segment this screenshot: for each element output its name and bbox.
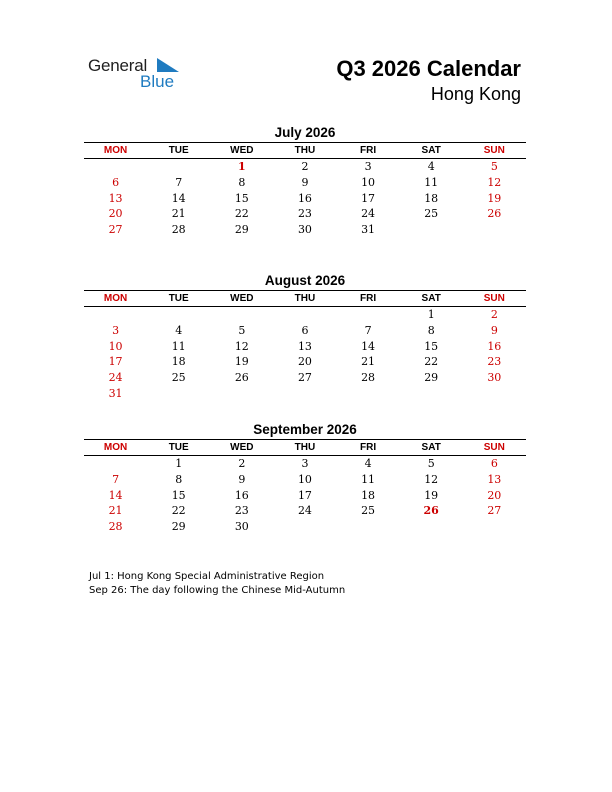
day-cell: 14: [108, 488, 123, 502]
day-cell: 23: [234, 504, 249, 518]
weekday-header-tue: TUE: [168, 293, 189, 304]
day-cell: 22: [424, 355, 439, 369]
day-cell: [84, 159, 147, 175]
day-cell: 7: [364, 323, 372, 337]
day-cell: 24: [297, 504, 312, 518]
month-block-september: [84, 421, 526, 535]
day-cell: 20: [487, 488, 502, 502]
weekday-header-sat: SAT: [421, 293, 441, 304]
weekday-header-wed: WED: [230, 145, 254, 156]
day-cell: [147, 386, 210, 402]
day-cell: 26: [234, 371, 249, 385]
day-cell: 24: [108, 371, 123, 385]
month-block-july: [84, 124, 526, 238]
day-cell: 29: [171, 520, 186, 534]
week-row: [84, 159, 526, 175]
day-cell: 21: [171, 207, 186, 221]
day-cell: 15: [234, 191, 249, 205]
day-cell: [84, 456, 147, 472]
day-cell: [273, 307, 336, 323]
weekday-header-sun: SUN: [483, 145, 505, 156]
week-row: [84, 472, 526, 488]
day-cell: 12: [487, 175, 502, 189]
day-cell: 19: [424, 488, 439, 502]
day-cell: 17: [361, 191, 376, 205]
weekday-header-mon: MON: [103, 145, 128, 156]
day-cell: 25: [171, 371, 186, 385]
weekday-header-tue: TUE: [168, 442, 189, 453]
holiday-note: Jul 1: Hong Kong Special Administrative Region: [89, 571, 325, 582]
day-cell: 28: [108, 520, 123, 534]
day-cell: 20: [297, 355, 312, 369]
day-cell: 5: [427, 457, 435, 470]
day-cell: 10: [297, 472, 312, 486]
weekday-header-row: [84, 290, 526, 307]
general-blue-logo: [88, 56, 188, 96]
day-cell: 21: [361, 355, 376, 369]
day-cell: 3: [301, 457, 309, 470]
day-cell: [210, 386, 273, 402]
day-cell: 26: [423, 504, 439, 518]
day-cell: [400, 386, 463, 402]
day-cell: 11: [424, 175, 439, 189]
day-cell: 13: [108, 191, 123, 205]
day-cell: 13: [297, 339, 312, 353]
page-title: Q3 2026 Calendar: [336, 56, 521, 81]
week-row: [84, 307, 526, 323]
day-cell: 31: [361, 223, 376, 237]
day-cell: 27: [487, 504, 502, 518]
day-cell: [463, 386, 526, 402]
weekday-header-thu: THU: [294, 293, 316, 304]
day-cell: 4: [175, 323, 183, 337]
day-cell: 2: [238, 457, 246, 470]
day-cell: 28: [361, 371, 376, 385]
day-cell: 10: [361, 175, 376, 189]
weekday-header-mon: MON: [103, 293, 128, 304]
month-title: July 2026: [274, 125, 336, 140]
day-cell: 25: [424, 207, 439, 221]
logo-blue-text: Blue: [140, 72, 175, 91]
day-cell: 2: [301, 160, 309, 173]
day-cell: 17: [297, 488, 312, 502]
day-cell: [84, 307, 147, 323]
day-cell: 14: [171, 191, 186, 205]
day-cell: 9: [301, 175, 309, 189]
day-cell: 8: [175, 472, 183, 486]
day-cell: 3: [364, 160, 372, 173]
day-cell: 6: [490, 457, 498, 470]
day-cell: 14: [361, 339, 376, 353]
day-cell: [147, 307, 210, 323]
day-cell: [463, 519, 526, 535]
day-cell: 19: [234, 355, 249, 369]
weekday-header-row: [84, 439, 526, 456]
day-cell: 27: [108, 223, 123, 237]
logo-general-text: General: [88, 56, 148, 75]
day-cell: 18: [171, 355, 186, 369]
month-title: September 2026: [253, 422, 357, 437]
day-cell: 22: [171, 504, 186, 518]
day-cell: [273, 386, 336, 402]
month-title: August 2026: [264, 273, 346, 288]
week-row: [84, 339, 526, 355]
day-cell: [400, 519, 463, 535]
week-row: [84, 370, 526, 386]
day-cell: 25: [361, 504, 376, 518]
day-cell: 1: [175, 457, 183, 470]
day-cell: 1: [427, 308, 435, 321]
day-cell: 26: [487, 207, 502, 221]
day-cell: 29: [424, 371, 439, 385]
day-cell: 1: [237, 160, 246, 173]
day-cell: 15: [171, 488, 186, 502]
day-cell: 19: [487, 191, 502, 205]
month-block-august: [84, 272, 526, 402]
day-cell: 5: [490, 160, 498, 173]
week-row: [84, 488, 526, 504]
day-cell: 4: [364, 457, 372, 470]
day-cell: 5: [238, 323, 246, 337]
day-cell: 16: [297, 191, 312, 205]
weekday-header-tue: TUE: [168, 145, 189, 156]
weekday-header-fri: FRI: [360, 145, 377, 156]
day-cell: 4: [427, 160, 435, 173]
day-cell: 30: [487, 371, 502, 385]
week-row: [84, 456, 526, 472]
day-cell: 11: [361, 472, 376, 486]
day-cell: 12: [234, 339, 249, 353]
day-cell: [400, 222, 463, 238]
day-cell: [337, 519, 400, 535]
day-cell: [210, 307, 273, 323]
week-row: [84, 191, 526, 207]
day-cell: [463, 222, 526, 238]
week-row: [84, 206, 526, 222]
weekday-header-row: [84, 142, 526, 159]
weekday-header-sat: SAT: [421, 442, 441, 453]
day-cell: 7: [175, 175, 183, 189]
weekday-header-sun: SUN: [483, 293, 505, 304]
logo-triangle-icon: [157, 58, 179, 72]
week-row: [84, 519, 526, 535]
day-cell: 13: [487, 472, 502, 486]
day-cell: 9: [490, 323, 498, 337]
day-cell: 21: [108, 504, 123, 518]
day-cell: 10: [108, 339, 123, 353]
day-cell: 27: [297, 371, 312, 385]
day-cell: [147, 159, 210, 175]
week-row: [84, 503, 526, 519]
day-cell: 3: [112, 323, 120, 337]
week-row: [84, 354, 526, 370]
weekday-header-fri: FRI: [360, 293, 377, 304]
day-cell: 16: [487, 339, 502, 353]
day-cell: 12: [424, 472, 439, 486]
day-cell: 22: [234, 207, 249, 221]
day-cell: 6: [112, 175, 120, 189]
week-row: [84, 323, 526, 339]
day-cell: 8: [238, 175, 246, 189]
weekday-header-fri: FRI: [360, 442, 377, 453]
day-cell: 9: [238, 472, 246, 486]
holiday-note: Sep 26: The day following the Chinese Mid-Autumn: [89, 585, 346, 596]
day-cell: 18: [424, 191, 439, 205]
weekday-header-thu: THU: [294, 442, 316, 453]
day-cell: 28: [171, 223, 186, 237]
day-cell: 11: [171, 339, 186, 353]
day-cell: 18: [361, 488, 376, 502]
day-cell: 30: [234, 520, 249, 534]
day-cell: 30: [297, 223, 312, 237]
day-cell: 7: [112, 472, 120, 486]
day-cell: 2: [490, 308, 498, 321]
weekday-header-wed: WED: [230, 293, 254, 304]
day-cell: 16: [234, 488, 249, 502]
week-row: [84, 175, 526, 191]
day-cell: 17: [108, 355, 123, 369]
day-cell: 15: [424, 339, 439, 353]
holiday-notes: [89, 570, 345, 598]
week-row: [84, 222, 526, 238]
weekday-header-sun: SUN: [483, 442, 505, 453]
day-cell: 24: [361, 207, 376, 221]
day-cell: 6: [301, 323, 309, 337]
day-cell: 23: [297, 207, 312, 221]
day-cell: 20: [108, 207, 123, 221]
day-cell: [273, 519, 336, 535]
day-cell: 31: [108, 386, 123, 400]
weekday-header-sat: SAT: [421, 145, 441, 156]
day-cell: 23: [487, 355, 502, 369]
day-cell: [337, 307, 400, 323]
day-cell: 29: [234, 223, 249, 237]
weekday-header-wed: WED: [230, 442, 254, 453]
day-cell: [337, 386, 400, 402]
page-subtitle: Hong Kong: [430, 84, 521, 104]
day-cell: 8: [427, 323, 435, 337]
weekday-header-mon: MON: [103, 442, 128, 453]
weekday-header-thu: THU: [294, 145, 316, 156]
week-row: [84, 386, 526, 402]
